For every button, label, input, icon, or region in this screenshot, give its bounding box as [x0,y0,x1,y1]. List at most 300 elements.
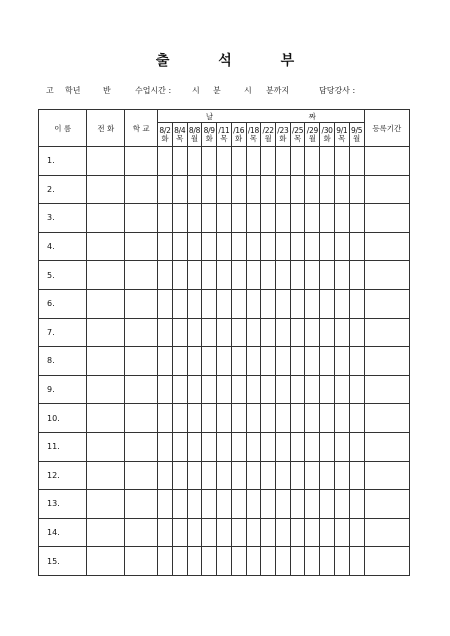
attendance-cell[interactable] [290,518,305,547]
student-name-cell[interactable]: 5. [39,261,87,290]
period-cell[interactable] [364,204,409,233]
attendance-cell[interactable] [305,461,320,490]
attendance-cell[interactable] [187,404,202,433]
school-cell[interactable] [125,490,158,519]
attendance-cell[interactable] [349,375,364,404]
attendance-cell[interactable] [187,490,202,519]
attendance-cell[interactable] [334,347,349,376]
period-cell[interactable] [364,318,409,347]
attendance-cell[interactable] [290,232,305,261]
period-cell[interactable] [364,518,409,547]
attendance-cell[interactable] [246,518,261,547]
attendance-cell[interactable] [158,347,173,376]
attendance-table [38,109,410,576]
session-weekday: 화 [205,133,213,143]
attendance-cell[interactable] [158,461,173,490]
attendance-cell[interactable] [217,547,232,576]
attendance-cell[interactable] [217,175,232,204]
attendance-cell[interactable] [158,175,173,204]
school-cell[interactable] [125,289,158,318]
attendance-cell[interactable] [217,147,232,176]
attendance-cell[interactable] [261,175,276,204]
period-cell[interactable] [364,547,409,576]
attendance-cell[interactable] [202,518,217,547]
session-weekday: 월 [353,133,361,143]
attendance-cell[interactable] [320,204,335,233]
attendance-cell[interactable] [246,490,261,519]
attendance-cell[interactable] [276,461,291,490]
attendance-cell[interactable] [217,347,232,376]
attendance-cell[interactable] [261,261,276,290]
session-weekday: 목 [220,133,228,143]
attendance-cell[interactable] [246,175,261,204]
attendance-cell[interactable] [320,347,335,376]
period-cell[interactable] [364,175,409,204]
attendance-cell[interactable] [172,289,187,318]
attendance-cell[interactable] [231,347,246,376]
attendance-cell[interactable] [290,490,305,519]
attendance-cell[interactable] [202,432,217,461]
attendance-cell[interactable] [158,289,173,318]
attendance-cell[interactable] [158,261,173,290]
attendance-cell[interactable] [217,232,232,261]
attendance-cell[interactable] [290,204,305,233]
school-cell[interactable] [125,147,158,176]
phone-cell[interactable] [87,261,125,290]
attendance-cell[interactable] [320,375,335,404]
attendance-cell[interactable] [202,147,217,176]
date-column-header [261,123,276,147]
school-cell[interactable] [125,461,158,490]
attendance-cell[interactable] [158,490,173,519]
school-cell[interactable] [125,375,158,404]
phone-cell[interactable] [87,204,125,233]
attendance-cell[interactable] [187,461,202,490]
attendance-cell[interactable] [349,261,364,290]
attendance-cell[interactable] [349,432,364,461]
attendance-cell[interactable] [158,518,173,547]
student-row [39,289,410,318]
attendance-cell[interactable] [290,318,305,347]
school-cell[interactable] [125,318,158,347]
attendance-cell[interactable] [172,204,187,233]
attendance-cell[interactable] [320,461,335,490]
attendance-cell[interactable] [349,404,364,433]
attendance-cell[interactable] [276,490,291,519]
attendance-cell[interactable] [261,404,276,433]
phone-cell[interactable] [87,147,125,176]
attendance-cell[interactable] [231,147,246,176]
attendance-cell[interactable] [290,547,305,576]
attendance-cell[interactable] [187,547,202,576]
attendance-cell[interactable] [290,347,305,376]
attendance-cell[interactable] [349,232,364,261]
attendance-cell[interactable] [202,375,217,404]
attendance-cell[interactable] [320,232,335,261]
attendance-cell[interactable] [231,518,246,547]
school-cell[interactable] [125,261,158,290]
attendance-cell[interactable] [158,404,173,433]
attendance-cell[interactable] [320,404,335,433]
attendance-cell[interactable] [172,232,187,261]
attendance-cell[interactable] [276,518,291,547]
phone-cell[interactable] [87,175,125,204]
attendance-cell[interactable] [246,404,261,433]
attendance-cell[interactable] [276,204,291,233]
attendance-cell[interactable] [202,347,217,376]
attendance-cell[interactable] [276,547,291,576]
session-weekday: 목 [338,133,346,143]
attendance-cell[interactable] [231,432,246,461]
school-cell[interactable] [125,547,158,576]
attendance-cell[interactable] [305,318,320,347]
attendance-cell[interactable] [217,461,232,490]
phone-cell[interactable] [87,518,125,547]
attendance-cell[interactable] [320,518,335,547]
attendance-cell[interactable] [276,404,291,433]
student-name-cell[interactable]: 14. [39,518,87,547]
attendance-cell[interactable] [261,232,276,261]
period-cell[interactable] [364,404,409,433]
attendance-cell[interactable] [334,432,349,461]
student-row [39,547,410,576]
attendance-cell[interactable] [172,547,187,576]
attendance-cell[interactable] [246,432,261,461]
period-cell[interactable] [364,375,409,404]
student-row [39,461,410,490]
phone-cell[interactable] [87,289,125,318]
attendance-cell[interactable] [334,547,349,576]
period-cell[interactable] [364,432,409,461]
phone-cell[interactable] [87,461,125,490]
student-name-cell[interactable]: 2. [39,175,87,204]
attendance-cell[interactable] [172,490,187,519]
attendance-cell[interactable] [202,232,217,261]
attendance-cell[interactable] [172,318,187,347]
attendance-cell[interactable] [217,432,232,461]
student-row [39,490,410,519]
period-cell[interactable] [364,261,409,290]
attendance-cell[interactable] [305,375,320,404]
attendance-cell[interactable] [320,147,335,176]
attendance-cell[interactable] [172,175,187,204]
attendance-cell[interactable] [334,289,349,318]
attendance-cell[interactable] [276,289,291,318]
attendance-cell[interactable] [290,404,305,433]
phone-cell[interactable] [87,490,125,519]
attendance-cell[interactable] [305,147,320,176]
attendance-cell[interactable] [158,147,173,176]
attendance-cell[interactable] [334,518,349,547]
period-cell[interactable] [364,461,409,490]
attendance-cell[interactable] [172,432,187,461]
period-cell[interactable] [364,289,409,318]
attendance-cell[interactable] [349,175,364,204]
attendance-cell[interactable] [246,261,261,290]
attendance-cell[interactable] [290,261,305,290]
student-row [39,261,410,290]
attendance-cell[interactable] [231,204,246,233]
attendance-cell[interactable] [231,318,246,347]
session-weekday: 화 [279,133,287,143]
attendance-cell[interactable] [202,204,217,233]
attendance-cell[interactable] [305,432,320,461]
attendance-cell[interactable] [290,461,305,490]
attendance-cell[interactable] [187,204,202,233]
period-cell[interactable] [364,147,409,176]
attendance-cell[interactable] [276,347,291,376]
attendance-cell[interactable] [349,289,364,318]
session-date: /22 [262,125,274,135]
attendance-cell[interactable] [246,318,261,347]
attendance-cell[interactable] [349,318,364,347]
attendance-cell[interactable] [349,347,364,376]
attendance-cell[interactable] [172,347,187,376]
date-header-right: 짜 [308,111,316,121]
attendance-cell[interactable] [246,147,261,176]
attendance-cell[interactable] [217,518,232,547]
school-cell[interactable] [125,518,158,547]
attendance-cell[interactable] [305,261,320,290]
period-cell[interactable] [364,232,409,261]
start-hour-label: 시 [192,86,200,95]
attendance-cell[interactable] [276,432,291,461]
attendance-cell[interactable] [334,404,349,433]
attendance-cell[interactable] [231,375,246,404]
attendance-cell[interactable] [305,490,320,519]
attendance-cell[interactable] [276,175,291,204]
attendance-cell[interactable] [202,404,217,433]
attendance-cell[interactable] [246,461,261,490]
school-cell[interactable] [125,175,158,204]
phone-cell[interactable] [87,547,125,576]
attendance-cell[interactable] [158,375,173,404]
attendance-cell[interactable] [276,318,291,347]
attendance-cell[interactable] [231,232,246,261]
attendance-cell[interactable] [320,547,335,576]
session-weekday: 월 [264,133,272,143]
attendance-cell[interactable] [305,347,320,376]
period-cell[interactable] [364,490,409,519]
attendance-cell[interactable] [334,232,349,261]
attendance-cell[interactable] [217,289,232,318]
attendance-cell[interactable] [217,204,232,233]
attendance-cell[interactable] [320,432,335,461]
phone-cell[interactable] [87,375,125,404]
attendance-cell[interactable] [349,547,364,576]
session-weekday: 화 [235,133,243,143]
attendance-cell[interactable] [172,518,187,547]
attendance-cell[interactable] [217,318,232,347]
attendance-cell[interactable] [261,518,276,547]
student-name-cell[interactable]: 1. [39,147,87,176]
attendance-cell[interactable] [261,547,276,576]
attendance-cell[interactable] [261,147,276,176]
attendance-cell[interactable] [349,490,364,519]
attendance-cell[interactable] [261,347,276,376]
attendance-cell[interactable] [217,261,232,290]
attendance-cell[interactable] [158,432,173,461]
name-column-header: 이 름 [39,110,87,147]
attendance-cell[interactable] [261,461,276,490]
attendance-cell[interactable] [231,404,246,433]
attendance-cell[interactable] [261,432,276,461]
attendance-cell[interactable] [320,289,335,318]
student-name-cell[interactable]: 11. [39,432,87,461]
attendance-cell[interactable] [320,318,335,347]
attendance-cell[interactable] [246,347,261,376]
school-cell[interactable] [125,204,158,233]
student-name-cell[interactable]: 8. [39,347,87,376]
attendance-cell[interactable] [290,432,305,461]
attendance-cell[interactable] [187,289,202,318]
attendance-cell[interactable] [290,175,305,204]
date-column-header [172,123,187,147]
attendance-cell[interactable] [305,547,320,576]
attendance-cell[interactable] [202,461,217,490]
attendance-cell[interactable] [202,261,217,290]
attendance-cell[interactable] [246,289,261,318]
attendance-cell[interactable] [334,461,349,490]
attendance-cell[interactable] [158,318,173,347]
phone-cell[interactable] [87,347,125,376]
student-name-cell[interactable]: 9. [39,375,87,404]
school-cell[interactable] [125,232,158,261]
attendance-cell[interactable] [305,232,320,261]
attendance-cell[interactable] [172,404,187,433]
phone-cell[interactable] [87,404,125,433]
attendance-table-body [39,147,410,576]
date-column-header [305,123,320,147]
attendance-cell[interactable] [172,261,187,290]
phone-cell[interactable] [87,232,125,261]
attendance-cell[interactable] [320,490,335,519]
date-column-header [349,123,364,147]
attendance-cell[interactable] [305,289,320,318]
session-date: 8/4 [174,125,186,135]
attendance-cell[interactable] [202,175,217,204]
attendance-cell[interactable] [187,147,202,176]
attendance-cell[interactable] [334,175,349,204]
student-name-cell[interactable]: 15. [39,547,87,576]
attendance-cell[interactable] [231,490,246,519]
attendance-cell[interactable] [231,547,246,576]
attendance-cell[interactable] [334,147,349,176]
attendance-cell[interactable] [334,261,349,290]
date-column-header [246,123,261,147]
attendance-cell[interactable] [246,547,261,576]
attendance-cell[interactable] [290,147,305,176]
attendance-cell[interactable] [276,261,291,290]
attendance-cell[interactable] [246,375,261,404]
student-name-cell[interactable]: 7. [39,318,87,347]
attendance-cell[interactable] [349,204,364,233]
attendance-cell[interactable] [231,289,246,318]
attendance-cell[interactable] [187,518,202,547]
attendance-cell[interactable] [320,261,335,290]
attendance-cell[interactable] [290,375,305,404]
attendance-cell[interactable] [276,375,291,404]
attendance-cell[interactable] [202,490,217,519]
attendance-cell[interactable] [217,490,232,519]
attendance-cell[interactable] [187,432,202,461]
attendance-cell[interactable] [187,175,202,204]
attendance-cell[interactable] [187,261,202,290]
attendance-cell[interactable] [231,461,246,490]
attendance-cell[interactable] [202,318,217,347]
attendance-cell[interactable] [261,289,276,318]
phone-cell[interactable] [87,432,125,461]
attendance-cell[interactable] [305,175,320,204]
school-cell[interactable] [125,432,158,461]
student-name-cell[interactable]: 13. [39,490,87,519]
attendance-cell[interactable] [276,147,291,176]
school-cell[interactable] [125,404,158,433]
student-name-cell[interactable]: 10. [39,404,87,433]
attendance-cell[interactable] [231,261,246,290]
attendance-cell[interactable] [202,289,217,318]
date-column-header [320,123,335,147]
attendance-cell[interactable] [187,375,202,404]
student-name-cell[interactable]: 4. [39,232,87,261]
attendance-cell[interactable] [334,375,349,404]
attendance-cell[interactable] [305,404,320,433]
attendance-cell[interactable] [305,204,320,233]
attendance-cell[interactable] [172,461,187,490]
attendance-cell[interactable] [187,347,202,376]
attendance-cell[interactable] [246,232,261,261]
attendance-cell[interactable] [334,318,349,347]
attendance-cell[interactable] [202,547,217,576]
period-cell[interactable] [364,347,409,376]
attendance-cell[interactable] [349,518,364,547]
attendance-cell[interactable] [334,204,349,233]
attendance-cell[interactable] [290,289,305,318]
attendance-cell[interactable] [217,404,232,433]
attendance-cell[interactable] [187,232,202,261]
session-date: /23 [277,125,289,135]
session-date: 8/8 [188,125,201,135]
attendance-cell[interactable] [158,547,173,576]
attendance-cell[interactable] [349,147,364,176]
attendance-cell[interactable] [187,318,202,347]
phone-cell[interactable] [87,318,125,347]
attendance-cell[interactable] [261,318,276,347]
attendance-cell[interactable] [172,375,187,404]
attendance-cell[interactable] [217,375,232,404]
attendance-cell[interactable] [334,490,349,519]
student-name-cell[interactable]: 6. [39,289,87,318]
student-name-cell[interactable]: 3. [39,204,87,233]
attendance-cell[interactable] [172,147,187,176]
attendance-cell[interactable] [261,490,276,519]
attendance-cell[interactable] [231,175,246,204]
attendance-cell[interactable] [305,518,320,547]
attendance-cell[interactable] [158,232,173,261]
attendance-cell[interactable] [246,204,261,233]
session-weekday: 월 [190,133,199,143]
school-cell[interactable] [125,347,158,376]
attendance-cell[interactable] [320,175,335,204]
attendance-cell[interactable] [261,375,276,404]
attendance-cell[interactable] [349,461,364,490]
attendance-cell[interactable] [276,232,291,261]
date-header-left: 날 [205,111,214,121]
session-date: /18 [247,125,259,135]
attendance-cell[interactable] [261,204,276,233]
student-name-cell[interactable]: 12. [39,461,87,490]
attendance-cell[interactable] [158,204,173,233]
